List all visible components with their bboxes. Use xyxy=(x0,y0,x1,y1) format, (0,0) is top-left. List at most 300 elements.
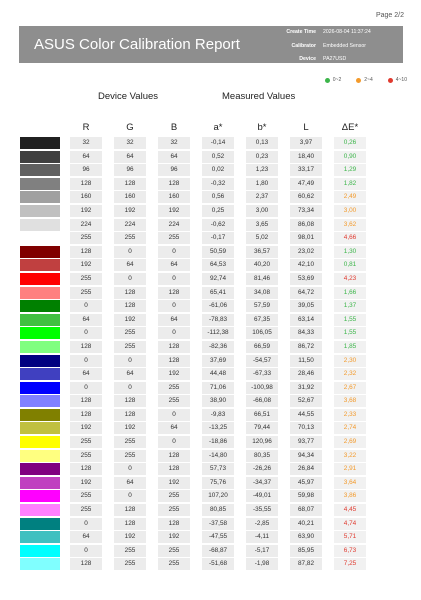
device-b-cell: 255 xyxy=(158,558,190,570)
device-r-cell: 96 xyxy=(70,164,102,176)
device-r-cell: 128 xyxy=(70,178,102,190)
device-r-cell: 255 xyxy=(70,287,102,299)
device-r-cell: 64 xyxy=(70,314,102,326)
table-row xyxy=(0,258,421,272)
device-b-cell: 255 xyxy=(158,382,190,394)
color-swatch xyxy=(20,518,60,530)
color-swatch xyxy=(20,259,60,271)
measured-a-cell: 44,48 xyxy=(202,368,234,380)
device-r-cell: 0 xyxy=(70,355,102,367)
device-g-cell: 64 xyxy=(114,477,146,489)
device-g-cell: 64 xyxy=(114,151,146,163)
device-b-cell: 64 xyxy=(158,151,190,163)
measured-l-cell: 3,97 xyxy=(290,137,322,149)
measured-l-cell: 94,34 xyxy=(290,450,322,462)
device-b-cell: 32 xyxy=(158,137,190,149)
measured-a-cell: -0,62 xyxy=(202,219,234,231)
column-header-a-star: a* xyxy=(213,122,223,133)
table-row xyxy=(0,367,421,381)
device-b-cell: 224 xyxy=(158,219,190,231)
measured-a-cell: 80,85 xyxy=(202,504,234,516)
device-r-cell: 128 xyxy=(70,558,102,570)
device-b-cell: 0 xyxy=(158,273,190,285)
delta-e-legend xyxy=(317,77,407,83)
color-swatch xyxy=(20,246,60,258)
device-b-cell: 128 xyxy=(158,178,190,190)
table-row xyxy=(0,163,421,177)
measured-a-cell: -0,14 xyxy=(202,137,234,149)
color-swatch xyxy=(20,490,60,502)
table-row xyxy=(0,218,421,232)
device-values-heading: Device Values xyxy=(98,91,159,102)
delta-e-cell: 2,49 xyxy=(334,191,366,203)
measured-b-cell: 80,35 xyxy=(246,450,278,462)
measured-l-cell: 87,82 xyxy=(290,558,322,570)
measured-b-cell: 1,23 xyxy=(246,164,278,176)
device-g-cell: 255 xyxy=(114,341,146,353)
color-swatch xyxy=(20,327,60,339)
report-title: ASUS Color Calibration Report xyxy=(34,36,240,53)
device-g-cell: 192 xyxy=(114,314,146,326)
measured-b-cell: 81,46 xyxy=(246,273,278,285)
delta-e-cell: 3,68 xyxy=(334,395,366,407)
legend-label: 4~10 xyxy=(395,77,407,83)
measured-a-cell: 64,53 xyxy=(202,259,234,271)
column-header-g: G xyxy=(126,122,134,133)
measured-b-cell: 79,44 xyxy=(246,422,278,434)
measured-l-cell: 68,07 xyxy=(290,504,322,516)
device-r-cell: 160 xyxy=(70,191,102,203)
measured-a-cell: -37,58 xyxy=(202,518,234,530)
measured-b-cell: 66,51 xyxy=(246,409,278,421)
delta-e-cell: 1,29 xyxy=(334,164,366,176)
device-g-cell: 255 xyxy=(114,558,146,570)
color-swatch xyxy=(20,436,60,448)
device-b-cell: 0 xyxy=(158,327,190,339)
color-swatch xyxy=(20,178,60,190)
table-row xyxy=(0,177,421,191)
delta-e-cell: 1,55 xyxy=(334,314,366,326)
measured-a-cell: 57,73 xyxy=(202,463,234,475)
device-r-cell: 255 xyxy=(70,436,102,448)
table-row xyxy=(0,340,421,354)
measured-b-cell: 5,02 xyxy=(246,232,278,244)
measured-l-cell: 60,62 xyxy=(290,191,322,203)
page-number: Page 2/2 xyxy=(375,12,404,19)
measured-b-cell: 67,35 xyxy=(246,314,278,326)
delta-e-cell: 3,64 xyxy=(334,477,366,489)
measured-a-cell: -68,87 xyxy=(202,545,234,557)
measured-a-cell: -112,38 xyxy=(202,327,234,339)
device-r-cell: 255 xyxy=(70,490,102,502)
measured-l-cell: 85,95 xyxy=(290,545,322,557)
measured-a-cell: -0,17 xyxy=(202,232,234,244)
device-g-cell: 32 xyxy=(114,137,146,149)
device-r-cell: 224 xyxy=(70,219,102,231)
device-b-cell: 64 xyxy=(158,422,190,434)
table-row xyxy=(0,313,421,327)
device-g-cell: 255 xyxy=(114,450,146,462)
meta-row-create-time xyxy=(259,29,371,43)
device-b-cell: 255 xyxy=(158,504,190,516)
table-row xyxy=(0,326,421,340)
measured-b-cell: 36,57 xyxy=(246,246,278,258)
table-row xyxy=(0,354,421,368)
measured-b-cell: -26,26 xyxy=(246,463,278,475)
device-r-cell: 192 xyxy=(70,205,102,217)
measured-a-cell: 50,59 xyxy=(202,246,234,258)
color-swatch xyxy=(20,341,60,353)
measured-b-cell: -35,55 xyxy=(246,504,278,516)
device-b-cell: 0 xyxy=(158,300,190,312)
measured-values-heading: Measured Values xyxy=(222,91,296,102)
device-b-cell: 192 xyxy=(158,477,190,489)
device-b-cell: 192 xyxy=(158,368,190,380)
device-r-cell: 255 xyxy=(70,232,102,244)
device-r-cell: 0 xyxy=(70,300,102,312)
measured-b-cell: 0,23 xyxy=(246,151,278,163)
measured-a-cell: -14,80 xyxy=(202,450,234,462)
measured-l-cell: 39,05 xyxy=(290,300,322,312)
measured-b-cell: 34,08 xyxy=(246,287,278,299)
delta-e-cell: 2,91 xyxy=(334,463,366,475)
measured-a-cell: 71,06 xyxy=(202,382,234,394)
measured-a-cell: -0,32 xyxy=(202,178,234,190)
table-row xyxy=(0,435,421,449)
meta-key: Serial Number xyxy=(280,69,316,76)
measured-a-cell: 0,25 xyxy=(202,205,234,217)
delta-e-cell: 1,66 xyxy=(334,287,366,299)
device-r-cell: 192 xyxy=(70,259,102,271)
device-g-cell: 128 xyxy=(114,409,146,421)
table-row xyxy=(0,136,421,150)
table-row xyxy=(0,150,421,164)
device-b-cell: 0 xyxy=(158,436,190,448)
color-swatch xyxy=(20,232,60,244)
legend-label: 2~4 xyxy=(364,77,373,83)
device-g-cell: 96 xyxy=(114,164,146,176)
measured-l-cell: 93,77 xyxy=(290,436,322,448)
delta-e-cell: 1,37 xyxy=(334,300,366,312)
measured-b-cell: -100,98 xyxy=(246,382,278,394)
table-row xyxy=(0,190,421,204)
measured-l-cell: 73,34 xyxy=(290,205,322,217)
measured-l-cell: 86,72 xyxy=(290,341,322,353)
meta-value: PA27USD xyxy=(323,56,347,63)
meta-key: Calibrator xyxy=(291,42,316,49)
measured-l-cell: 47,49 xyxy=(290,178,322,190)
delta-e-cell: 4,74 xyxy=(334,518,366,530)
measured-l-cell: 26,84 xyxy=(290,463,322,475)
legend-dot-icon xyxy=(356,78,361,83)
device-g-cell: 255 xyxy=(114,327,146,339)
device-g-cell: 128 xyxy=(114,300,146,312)
delta-e-cell: 4,23 xyxy=(334,273,366,285)
measured-b-cell: 3,00 xyxy=(246,205,278,217)
measured-b-cell: 0,13 xyxy=(246,137,278,149)
delta-e-cell: 0,26 xyxy=(334,137,366,149)
measured-l-cell: 63,14 xyxy=(290,314,322,326)
color-swatch xyxy=(20,137,60,149)
meta-row-device xyxy=(259,56,371,70)
device-g-cell: 255 xyxy=(114,232,146,244)
device-g-cell: 0 xyxy=(114,490,146,502)
color-swatch xyxy=(20,219,60,231)
device-r-cell: 255 xyxy=(70,273,102,285)
delta-e-cell: 1,30 xyxy=(334,246,366,258)
table-row xyxy=(0,476,421,490)
measured-b-cell: -66,08 xyxy=(246,395,278,407)
measured-a-cell: 107,20 xyxy=(202,490,234,502)
measured-a-cell: -51,68 xyxy=(202,558,234,570)
measured-l-cell: 28,46 xyxy=(290,368,322,380)
device-b-cell: 0 xyxy=(158,246,190,258)
device-r-cell: 64 xyxy=(70,368,102,380)
report-meta xyxy=(259,29,371,83)
measured-l-cell: 23,02 xyxy=(290,246,322,258)
device-r-cell: 192 xyxy=(70,477,102,489)
delta-e-cell: 2,67 xyxy=(334,382,366,394)
measured-a-cell: 0,02 xyxy=(202,164,234,176)
measured-l-cell: 63,90 xyxy=(290,531,322,543)
device-b-cell: 64 xyxy=(158,259,190,271)
device-g-cell: 0 xyxy=(114,463,146,475)
color-swatch xyxy=(20,273,60,285)
table-row xyxy=(0,245,421,259)
measured-b-cell: 1,80 xyxy=(246,178,278,190)
legend-item xyxy=(356,77,372,83)
table-row xyxy=(0,408,421,422)
legend-dot-icon xyxy=(388,78,393,83)
color-swatch xyxy=(20,287,60,299)
device-b-cell: 160 xyxy=(158,191,190,203)
color-swatch xyxy=(20,368,60,380)
device-g-cell: 128 xyxy=(114,504,146,516)
delta-e-cell: 1,55 xyxy=(334,327,366,339)
measured-a-cell: -82,36 xyxy=(202,341,234,353)
measured-l-cell: 45,97 xyxy=(290,477,322,489)
color-swatch xyxy=(20,477,60,489)
delta-e-cell: 1,85 xyxy=(334,341,366,353)
measured-b-cell: 57,59 xyxy=(246,300,278,312)
delta-e-cell: 2,69 xyxy=(334,436,366,448)
device-g-cell: 128 xyxy=(114,287,146,299)
delta-e-cell: 2,30 xyxy=(334,355,366,367)
device-b-cell: 192 xyxy=(158,531,190,543)
device-r-cell: 0 xyxy=(70,545,102,557)
column-header-b-star: b* xyxy=(257,122,267,133)
measured-a-cell: 92,74 xyxy=(202,273,234,285)
measured-a-cell: -9,83 xyxy=(202,409,234,421)
legend-item xyxy=(388,77,407,83)
measured-l-cell: 70,13 xyxy=(290,422,322,434)
measured-a-cell: 0,52 xyxy=(202,151,234,163)
device-r-cell: 128 xyxy=(70,341,102,353)
measured-l-cell: 31,92 xyxy=(290,382,322,394)
measured-l-cell: 86,08 xyxy=(290,219,322,231)
table-row xyxy=(0,503,421,517)
delta-e-cell: 3,62 xyxy=(334,219,366,231)
device-b-cell: 128 xyxy=(158,450,190,462)
color-swatch xyxy=(20,504,60,516)
device-b-cell: 128 xyxy=(158,287,190,299)
device-g-cell: 192 xyxy=(114,422,146,434)
meta-key: Create Time xyxy=(286,29,316,35)
table-row xyxy=(0,557,421,571)
color-swatch xyxy=(20,558,60,570)
device-g-cell: 255 xyxy=(114,545,146,557)
table-row xyxy=(0,530,421,544)
device-b-cell: 64 xyxy=(158,314,190,326)
color-swatch xyxy=(20,450,60,462)
delta-e-cell: 7,25 xyxy=(334,558,366,570)
legend-item xyxy=(325,77,341,83)
device-r-cell: 64 xyxy=(70,531,102,543)
device-r-cell: 192 xyxy=(70,422,102,434)
device-r-cell: 0 xyxy=(70,518,102,530)
device-b-cell: 255 xyxy=(158,395,190,407)
table-row xyxy=(0,299,421,313)
column-header-l: L xyxy=(303,122,309,133)
measured-l-cell: 98,01 xyxy=(290,232,322,244)
measured-l-cell: 18,40 xyxy=(290,151,322,163)
device-b-cell: 128 xyxy=(158,463,190,475)
device-g-cell: 224 xyxy=(114,219,146,231)
table-row xyxy=(0,286,421,300)
legend-label: 0~2 xyxy=(332,77,342,83)
measured-b-cell: -34,37 xyxy=(246,477,278,489)
table-row xyxy=(0,489,421,503)
device-b-cell: 192 xyxy=(158,205,190,217)
measured-a-cell: -61,06 xyxy=(202,300,234,312)
table-row xyxy=(0,272,421,286)
color-swatch xyxy=(20,531,60,543)
device-b-cell: 0 xyxy=(158,409,190,421)
table-row xyxy=(0,394,421,408)
measured-b-cell: 40,20 xyxy=(246,259,278,271)
device-b-cell: 96 xyxy=(158,164,190,176)
measured-b-cell: 3,65 xyxy=(246,219,278,231)
color-swatch xyxy=(20,395,60,407)
device-g-cell: 160 xyxy=(114,191,146,203)
measured-a-cell: 75,76 xyxy=(202,477,234,489)
device-b-cell: 128 xyxy=(158,355,190,367)
device-g-cell: 0 xyxy=(114,273,146,285)
measured-b-cell: -67,33 xyxy=(246,368,278,380)
measured-l-cell: 53,69 xyxy=(290,273,322,285)
measured-l-cell: 52,67 xyxy=(290,395,322,407)
measured-l-cell: 59,98 xyxy=(290,490,322,502)
color-swatch xyxy=(20,151,60,163)
measured-l-cell: 11,50 xyxy=(290,355,322,367)
column-header-b: B xyxy=(170,122,178,133)
delta-e-cell: 0,90 xyxy=(334,151,366,163)
measured-a-cell: -78,83 xyxy=(202,314,234,326)
calibration-table xyxy=(0,136,421,571)
color-swatch xyxy=(20,164,60,176)
device-g-cell: 0 xyxy=(114,382,146,394)
device-g-cell: 0 xyxy=(114,246,146,258)
delta-e-cell: 4,66 xyxy=(334,232,366,244)
measured-b-cell: 120,96 xyxy=(246,436,278,448)
device-g-cell: 128 xyxy=(114,518,146,530)
color-swatch xyxy=(20,314,60,326)
color-swatch xyxy=(20,191,60,203)
table-row xyxy=(0,231,421,245)
device-g-cell: 255 xyxy=(114,436,146,448)
measured-l-cell: 42,10 xyxy=(290,259,322,271)
color-swatch xyxy=(20,300,60,312)
meta-row-calibrator xyxy=(259,43,371,57)
measured-b-cell: -54,57 xyxy=(246,355,278,367)
delta-e-cell: 3,86 xyxy=(334,490,366,502)
table-row xyxy=(0,517,421,531)
device-g-cell: 128 xyxy=(114,395,146,407)
measured-b-cell: 2,37 xyxy=(246,191,278,203)
measured-b-cell: 66,59 xyxy=(246,341,278,353)
measured-l-cell: 33,17 xyxy=(290,164,322,176)
device-r-cell: 0 xyxy=(70,382,102,394)
measured-b-cell: 106,05 xyxy=(246,327,278,339)
measured-b-cell: -5,17 xyxy=(246,545,278,557)
color-swatch xyxy=(20,422,60,434)
measured-a-cell: 65,41 xyxy=(202,287,234,299)
device-b-cell: 255 xyxy=(158,490,190,502)
meta-value: 2026-08-04 11:37:24 xyxy=(323,29,371,35)
measured-l-cell: 40,21 xyxy=(290,518,322,530)
device-g-cell: 128 xyxy=(114,178,146,190)
column-header-delta-e: ΔE* xyxy=(341,122,359,133)
measured-b-cell: -49,01 xyxy=(246,490,278,502)
legend-dot-icon xyxy=(325,78,330,83)
measured-a-cell: 0,56 xyxy=(202,191,234,203)
device-r-cell: 128 xyxy=(70,246,102,258)
color-swatch xyxy=(20,463,60,475)
color-swatch xyxy=(20,355,60,367)
color-swatch xyxy=(20,382,60,394)
device-r-cell: 128 xyxy=(70,463,102,475)
measured-a-cell: -18,86 xyxy=(202,436,234,448)
meta-value: W2LMQS032043 xyxy=(323,69,363,76)
measured-b-cell: -2,85 xyxy=(246,518,278,530)
measured-a-cell: -13,25 xyxy=(202,422,234,434)
color-swatch xyxy=(20,409,60,421)
table-row xyxy=(0,462,421,476)
table-row xyxy=(0,204,421,218)
device-b-cell: 255 xyxy=(158,232,190,244)
table-row xyxy=(0,449,421,463)
delta-e-cell: 2,32 xyxy=(334,368,366,380)
device-r-cell: 0 xyxy=(70,327,102,339)
device-g-cell: 64 xyxy=(114,259,146,271)
delta-e-cell: 1,82 xyxy=(334,178,366,190)
device-g-cell: 64 xyxy=(114,368,146,380)
meta-value: Embedded Sensor xyxy=(323,42,366,49)
device-r-cell: 255 xyxy=(70,504,102,516)
device-g-cell: 192 xyxy=(114,531,146,543)
column-header-r: R xyxy=(82,122,90,133)
device-b-cell: 128 xyxy=(158,518,190,530)
device-g-cell: 192 xyxy=(114,205,146,217)
color-swatch xyxy=(20,205,60,217)
device-r-cell: 32 xyxy=(70,137,102,149)
device-b-cell: 255 xyxy=(158,545,190,557)
measured-a-cell: 38,90 xyxy=(202,395,234,407)
device-r-cell: 128 xyxy=(70,409,102,421)
measured-a-cell: 37,69 xyxy=(202,355,234,367)
delta-e-cell: 2,74 xyxy=(334,422,366,434)
measured-l-cell: 64,72 xyxy=(290,287,322,299)
